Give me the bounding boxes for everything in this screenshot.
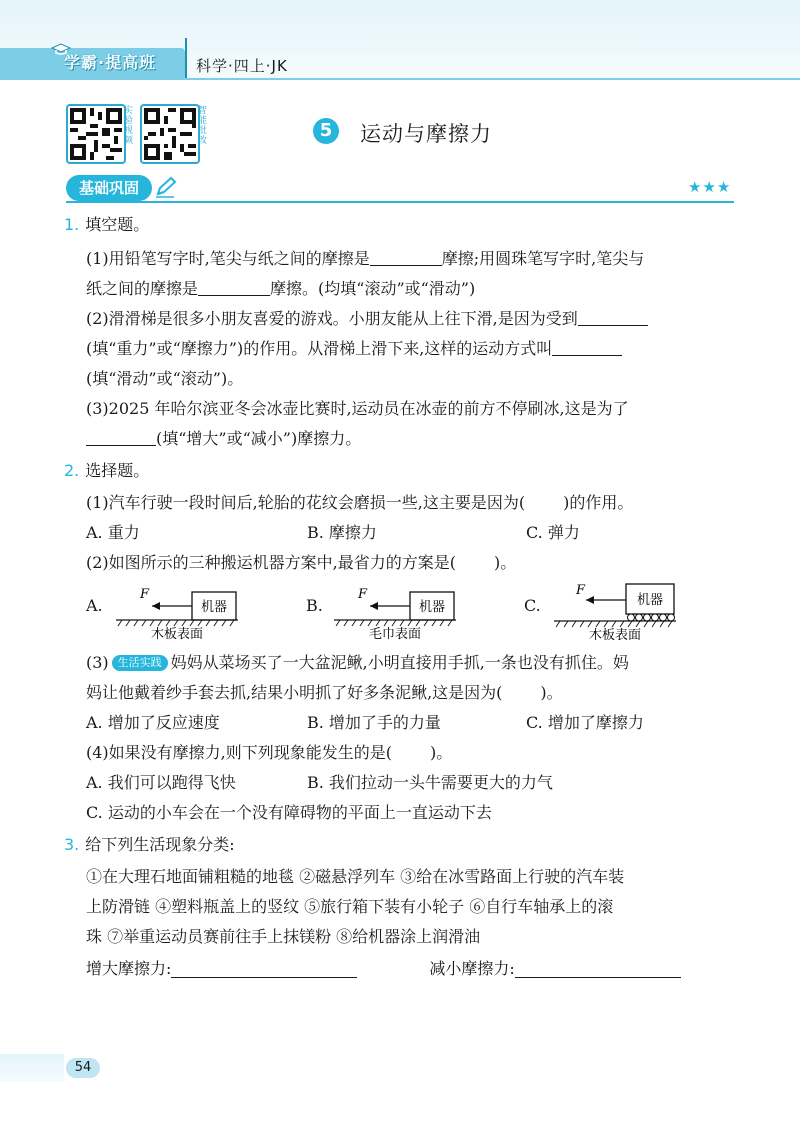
qr-label-video: 实验视频	[124, 106, 134, 146]
q1-part3-line2	[64, 424, 736, 454]
diagram-c-figure	[550, 578, 680, 640]
q1-part3-line1	[64, 394, 736, 424]
q1-part1-text-a: (1)用铅笔写字时,笔尖与纸之间的摩擦是	[86, 249, 370, 268]
diagram-a-letter[interactable]: A.	[86, 596, 103, 615]
q1-heading	[64, 210, 736, 240]
option-c[interactable]: C. 增加了摩擦力	[526, 713, 644, 732]
roller-wheels	[628, 614, 675, 621]
q2-sub3-number: (3)	[86, 653, 109, 672]
option-c[interactable]: C. 运动的小车会在一个没有障碍物的平面上一直运动下去	[86, 803, 492, 822]
diagram-c	[550, 578, 680, 644]
q1-part3-text-b: (填“增大”或“减小”)摩擦力。	[156, 429, 362, 448]
q1-part2-text-c: (填“滑动”或“滚动”)。	[86, 369, 244, 388]
answer-blank[interactable]	[552, 339, 622, 356]
q2-sub4	[64, 738, 736, 768]
header-divider	[185, 38, 187, 78]
q2-sub4-options	[64, 768, 736, 798]
diagram-a-figure	[112, 582, 242, 640]
q1-part2-text-b: (填“重力”或“摩擦力”)的作用。从滑梯上滑下来,这样的运动方式叫	[86, 339, 553, 358]
surface-label: 木板表面	[588, 628, 642, 640]
lesson-title: 运动与摩擦力	[360, 122, 492, 146]
q2-sub4-end: )。	[430, 743, 453, 762]
decrease-friction-label: 减小摩擦力:	[429, 959, 515, 978]
page-number: 54	[66, 1058, 100, 1078]
q1-part2-text-a: (2)滑滑梯是很多小朋友喜爱的游戏。小朋友能从上往下滑,是因为受到	[86, 309, 578, 328]
q1-part2-line2	[64, 334, 736, 364]
q3-answer-row	[64, 954, 736, 984]
surface-label: 木板表面	[150, 627, 204, 640]
machine-label: 机器	[200, 600, 228, 615]
option-a[interactable]: A. 我们可以跑得飞快	[86, 773, 236, 792]
machine-label: 机器	[418, 600, 446, 615]
force-label: F	[140, 587, 150, 602]
increase-friction-answer[interactable]	[171, 959, 357, 978]
brand-title: 学霸·提高班	[64, 53, 157, 72]
q2-heading	[64, 456, 736, 486]
q3-heading	[64, 830, 736, 860]
diagram-b-letter[interactable]: B.	[306, 596, 323, 615]
worksheet-content	[64, 210, 736, 984]
q2-sub4-option-c	[64, 798, 736, 828]
surface-label: 毛巾表面	[368, 627, 422, 640]
q3-number: 3.	[64, 835, 80, 854]
q1-part1-line1	[64, 244, 736, 274]
answer-blank[interactable]	[578, 309, 648, 326]
answer-blank[interactable]	[198, 279, 270, 296]
q2-number: 2.	[64, 461, 80, 480]
option-a[interactable]: A. 重力	[86, 523, 140, 542]
q3-items-line1: ①在大理石地面铺粗糙的地毯 ②磁悬浮列车 ③给在冰雪路面上行驶的汽车装	[86, 867, 625, 886]
answer-blank[interactable]	[370, 249, 442, 266]
q2-sub1-end: )的作用。	[563, 493, 634, 512]
header-line	[0, 78, 800, 80]
q2-title: 选择题。	[85, 461, 150, 480]
q2-sub3-options	[64, 708, 736, 738]
q2-sub2-text: (2)如图所示的三种搬运机器方案中,最省力的方案是(	[86, 553, 456, 572]
q2-sub3-end: )。	[540, 683, 563, 702]
q1-part1-text-d: 摩擦。(均填“滚动”或“滑动”)	[270, 279, 476, 298]
qr-label-grading: 智能批改	[198, 106, 208, 146]
q1-title: 填空题。	[85, 215, 150, 234]
option-b[interactable]: B. 我们拉动一头牛需要更大的力气	[307, 773, 553, 792]
option-b[interactable]: B. 增加了手的力量	[307, 713, 441, 732]
lesson-number: 5	[313, 118, 339, 144]
force-label: F	[358, 587, 368, 602]
option-c[interactable]: C. 弹力	[526, 523, 580, 542]
increase-friction-label: 增大摩擦力:	[86, 959, 172, 978]
subject-label: 科学·四上·JK	[196, 57, 288, 75]
force-label: F	[576, 583, 586, 598]
decrease-friction-answer[interactable]	[515, 959, 681, 978]
q2-sub3-text-a: 妈妈从菜场买了一大盆泥鳅,小明直接用手抓,一条也没有抓住。妈	[170, 653, 629, 672]
q2-sub2	[64, 548, 736, 578]
q2-sub3-line2	[64, 678, 736, 708]
q1-part1-line2	[64, 274, 736, 304]
qr-code-icon	[144, 108, 196, 160]
q1-part2-line1	[64, 304, 736, 334]
q2-sub1-options	[64, 518, 736, 548]
q2-sub1-text: (1)汽车行驶一段时间后,轮胎的花纹会磨损一些,这主要是因为(	[86, 493, 526, 512]
diagram-b	[330, 582, 460, 644]
q2-sub1	[64, 488, 736, 518]
q2-sub2-end: )。	[494, 553, 517, 572]
qr-code-video[interactable]	[66, 104, 126, 164]
option-b[interactable]: B. 摩擦力	[307, 523, 377, 542]
diagram-a	[112, 582, 242, 644]
q1-part1-text-c: 纸之间的摩擦是	[86, 279, 199, 298]
q1-part3-text-a: (3)2025 年哈尔滨亚冬会冰壶比赛时,运动员在冰壶的前方不停刷冰,这是为了	[86, 399, 629, 418]
footer-band	[0, 1054, 64, 1082]
section-title: 基础巩固	[66, 175, 152, 201]
q1-part2-line3	[64, 364, 736, 394]
section-divider	[66, 201, 734, 203]
qr-code-icon	[70, 108, 122, 160]
life-practice-badge: 生活实践	[112, 655, 168, 671]
q2-sub3-text-b: 妈让他戴着纱手套去抓,结果小明抓了好多条泥鳅,这是因为(	[86, 683, 503, 702]
option-a[interactable]: A. 增加了反应速度	[86, 713, 220, 732]
answer-blank[interactable]	[86, 429, 156, 446]
machine-label: 机器	[636, 593, 664, 608]
q1-part1-text-b: 摩擦;用圆珠笔写字时,笔尖与	[441, 249, 645, 268]
q3-title: 给下列生活现象分类:	[85, 835, 235, 854]
diagram-b-figure	[330, 582, 460, 640]
diagram-c-letter[interactable]: C.	[524, 596, 541, 615]
machine-diagrams	[64, 578, 736, 640]
q1-number: 1.	[64, 215, 80, 234]
q3-items-line2: 上防滑链 ④塑料瓶盖上的竖纹 ⑤旅行箱下装有小轮子 ⑥自行车轴承上的滚	[86, 897, 614, 916]
difficulty-stars: ★★★	[688, 178, 732, 196]
q3-items-line3: 珠 ⑦举重运动员赛前往手上抹镁粉 ⑧给机器涂上润滑油	[86, 927, 481, 946]
qr-code-grading[interactable]	[140, 104, 200, 164]
pencil-icon	[154, 176, 178, 202]
q2-sub4-text: (4)如果没有摩擦力,则下列现象能发生的是(	[86, 743, 392, 762]
q2-sub3-line1	[64, 648, 736, 678]
